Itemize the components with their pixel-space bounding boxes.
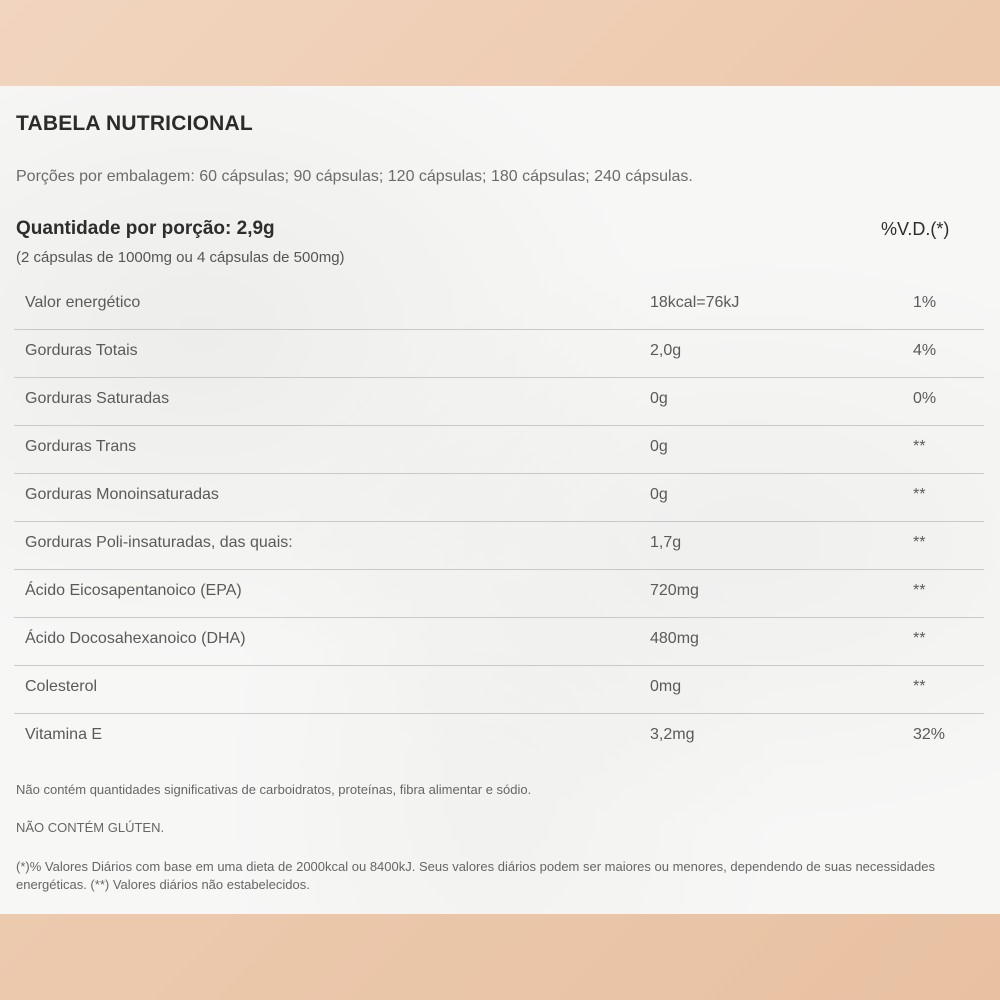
carbs-note: Não contém quantidades significativas de carboidratos, proteínas, fibra alimentar e sódio. bbox=[16, 782, 532, 797]
table-title: TABELA NUTRICIONAL bbox=[16, 112, 253, 135]
table-row bbox=[14, 570, 984, 618]
nutrient-name: Colesterol bbox=[25, 678, 98, 695]
nutrient-quantity: 2,0g bbox=[650, 342, 682, 359]
nutrient-quantity: 0mg bbox=[650, 678, 682, 695]
nutrient-daily-value: ** bbox=[913, 630, 926, 647]
table-row bbox=[14, 618, 984, 666]
nutrition-panel bbox=[0, 86, 1000, 914]
nutrient-daily-value: ** bbox=[913, 534, 926, 551]
nutrient-quantity: 480mg bbox=[650, 630, 699, 647]
nutrient-quantity: 1,7g bbox=[650, 534, 682, 551]
table-row bbox=[14, 474, 984, 522]
nutrient-name: Gorduras Saturadas bbox=[25, 390, 170, 407]
nutrient-daily-value: 0% bbox=[913, 390, 937, 407]
nutrient-daily-value: 4% bbox=[913, 342, 937, 359]
servings-per-package: Porções por embalagem: 60 cápsulas; 90 cápsulas; 120 cápsulas; 180 cápsulas; 240 cápsulas. bbox=[16, 168, 693, 185]
nutrient-name: Vitamina E bbox=[25, 726, 103, 743]
nutrient-daily-value: ** bbox=[913, 486, 926, 503]
portion-subtitle: (2 cápsulas de 1000mg ou 4 cápsulas de 500mg) bbox=[16, 249, 345, 266]
nutrient-quantity: 3,2mg bbox=[650, 726, 695, 743]
nutrient-quantity: 0g bbox=[650, 390, 668, 407]
table-row bbox=[14, 330, 984, 378]
table-row bbox=[14, 378, 984, 426]
nutrient-name: Gorduras Totais bbox=[25, 342, 138, 359]
nutrient-quantity: 720mg bbox=[650, 582, 699, 599]
nutrient-daily-value: ** bbox=[913, 582, 926, 599]
table-row bbox=[14, 666, 984, 714]
nutrient-quantity: 18kcal=76kJ bbox=[650, 294, 740, 311]
table-row bbox=[14, 426, 984, 474]
nutrient-name: Gorduras Poli-insaturadas, das quais: bbox=[25, 534, 293, 551]
daily-value-header: %V.D.(*) bbox=[881, 219, 950, 239]
nutrient-daily-value: ** bbox=[913, 438, 926, 455]
table-row bbox=[14, 282, 984, 330]
nutrient-name: Gorduras Trans bbox=[25, 438, 137, 455]
nutrient-quantity: 0g bbox=[650, 438, 668, 455]
daily-values-note: (*)% Valores Diários com base em uma dieta de 2000kcal ou 8400kJ. Seus valores diários podem ser maiores ou menores, dependendo de suas necessidades energéticas. (**) Valores diários não estabelecidos. bbox=[16, 859, 935, 892]
gluten-note: NÃO CONTÉM GLÚTEN. bbox=[16, 820, 165, 835]
nutrient-name: Valor energético bbox=[25, 294, 141, 311]
nutrition-table bbox=[14, 282, 984, 761]
nutrient-daily-value: ** bbox=[913, 678, 926, 695]
nutrient-daily-value: 32% bbox=[913, 726, 946, 743]
nutrient-name: Ácido Docosahexanoico (DHA) bbox=[25, 630, 246, 647]
table-row bbox=[14, 714, 984, 761]
portion-title: Quantidade por porção: 2,9g bbox=[16, 218, 275, 239]
nutrient-quantity: 0g bbox=[650, 486, 668, 503]
table-row bbox=[14, 522, 984, 570]
nutrient-name: Gorduras Monoinsaturadas bbox=[25, 486, 219, 503]
nutrient-name: Ácido Eicosapentanoico (EPA) bbox=[25, 582, 242, 599]
nutrient-daily-value: 1% bbox=[913, 294, 937, 311]
